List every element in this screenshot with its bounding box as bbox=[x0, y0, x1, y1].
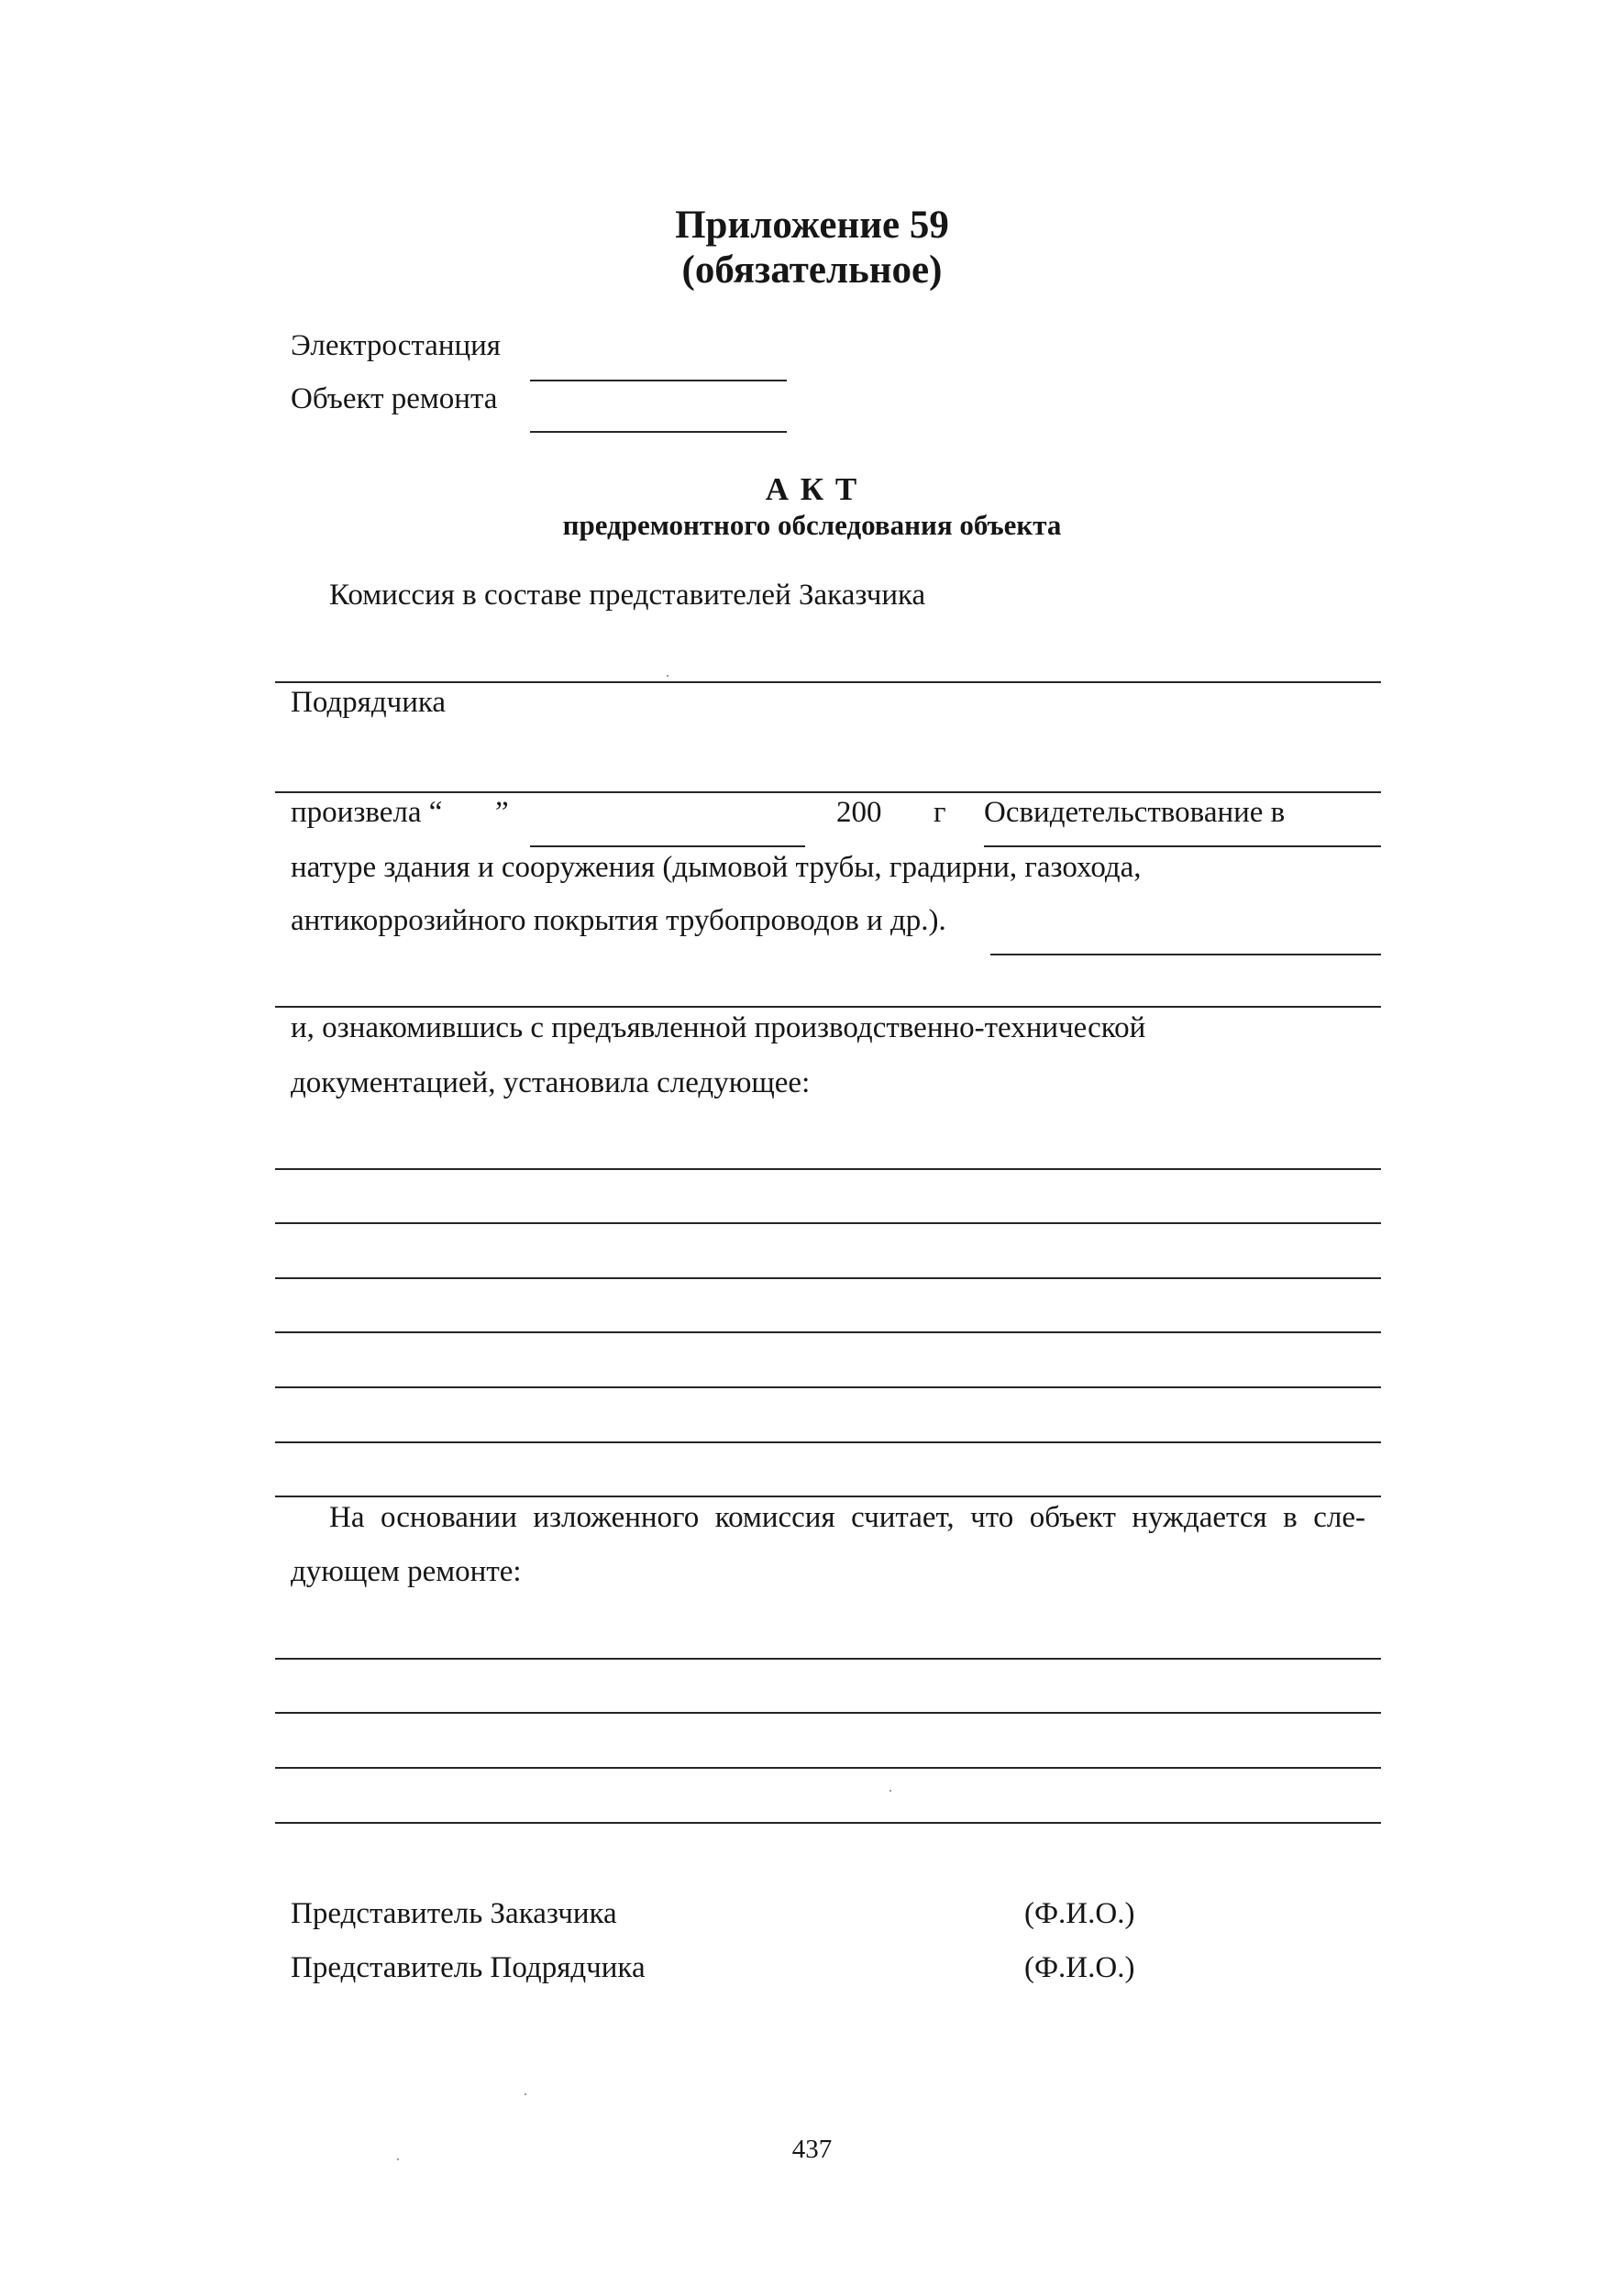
plant-blank-line bbox=[530, 380, 787, 381]
findings-line bbox=[275, 1331, 1381, 1333]
object-label: Объект ремонта bbox=[291, 382, 498, 415]
contractor-label: Подрядчика bbox=[291, 686, 447, 719]
performed-label: произвела “ bbox=[291, 796, 443, 829]
repair-line bbox=[275, 1658, 1381, 1660]
act-title: А К Т bbox=[765, 471, 859, 507]
scan-speck bbox=[525, 2093, 526, 2095]
conclusion-text-1: На основании изложенного комиссия считает, что объект нуждается в сле- bbox=[329, 1501, 1365, 1534]
month-blank-line bbox=[530, 845, 805, 847]
findings-line bbox=[275, 1277, 1381, 1279]
page-number: 437 bbox=[791, 2135, 833, 2164]
plant-label: Электростанция bbox=[291, 329, 501, 362]
repair-line bbox=[275, 1822, 1381, 1824]
object-blank-line bbox=[530, 431, 787, 433]
blank-line bbox=[984, 845, 1381, 847]
act-subtitle: предремонтного обследования объекта bbox=[562, 509, 1062, 541]
blank-line bbox=[990, 954, 1381, 955]
conclusion-text-2: дующем ремонте: bbox=[291, 1555, 522, 1588]
scan-speck bbox=[667, 675, 668, 677]
acquainted-text-1: и, ознакомившись с предъявленной производственно-технической bbox=[291, 1011, 1146, 1044]
customer-representative-label: Представитель Заказчика bbox=[291, 1897, 617, 1930]
findings-line bbox=[275, 1222, 1381, 1224]
blank-line bbox=[275, 791, 1381, 793]
findings-line bbox=[275, 1496, 1381, 1497]
appendix-title: Приложение 59 bbox=[675, 204, 949, 247]
contractor-representative-label: Представитель Подрядчика bbox=[291, 1951, 646, 1984]
nature-text: натуре здания и сооружения (дымовой трубы, градирни, газохода, bbox=[291, 851, 1142, 884]
repair-line bbox=[275, 1712, 1381, 1714]
appendix-mandatory-note: (обязательное) bbox=[681, 248, 943, 292]
commission-text: Комиссия в составе представителей Заказчика bbox=[329, 579, 926, 612]
year-suffix: г bbox=[934, 796, 946, 829]
customer-fio-label: (Ф.И.О.) bbox=[1024, 1897, 1135, 1930]
blank-line bbox=[275, 681, 1381, 683]
findings-line bbox=[275, 1441, 1381, 1443]
findings-line bbox=[275, 1386, 1381, 1388]
acquainted-text-2: документацией, установила следующее: bbox=[291, 1066, 811, 1099]
quote-close: ” bbox=[495, 796, 509, 829]
year-prefix: 200 bbox=[836, 796, 882, 829]
scan-speck bbox=[889, 1790, 891, 1792]
repair-line bbox=[275, 1767, 1381, 1769]
findings-line bbox=[275, 1168, 1381, 1170]
blank-line bbox=[275, 1006, 1381, 1008]
inspection-text: Освидетельствование в bbox=[984, 796, 1286, 829]
coating-text: антикоррозийного покрытия трубопроводов и др.). bbox=[291, 904, 946, 937]
contractor-fio-label: (Ф.И.О.) bbox=[1024, 1951, 1135, 1984]
